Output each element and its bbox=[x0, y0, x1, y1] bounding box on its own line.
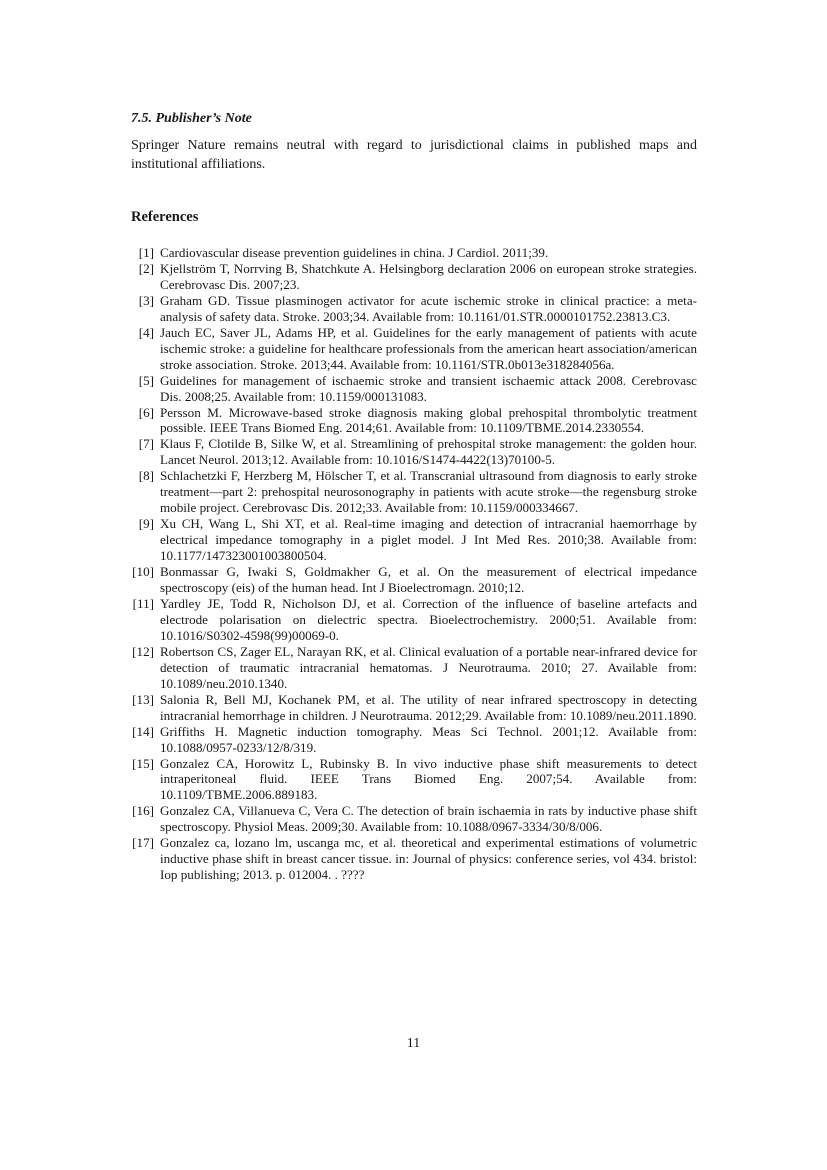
reference-number: [10] bbox=[132, 564, 154, 580]
reference-number: [2] bbox=[138, 260, 154, 276]
reference-number: [16] bbox=[132, 803, 154, 819]
reference-item bbox=[131, 468, 697, 516]
reference-text: Xu CH, Wang L, Shi XT, et al. Real-time imaging and detection of intracranial haemorrhage by electrical impedance tomography in a piglet model. J Int Med Res. 2010;38. Available from: 10.1177/147323001003800504. bbox=[160, 516, 697, 564]
reference-text: Persson M. Microwave-based stroke diagnosis making global prehospital thrombolytic treatment possible. IEEE Trans Biomed Eng. 2014;61. Available from: 10.1109/TBME.2014.2330554. bbox=[160, 404, 697, 436]
reference-text: Gonzalez ca, lozano lm, uscanga mc, et al. theoretical and experimental estimations of volumetric inductive phase shift in breast cancer tissue. in: Journal of physics: conference series, vol 434. bristol: Iop publishing; 2013. p. 012004. . ???? bbox=[160, 835, 697, 883]
reference-number: [3] bbox=[138, 292, 154, 308]
reference-text: Schlachetzki F, Herzberg M, Hölscher T, et al. Transcranial ultrasound from diagnosis to early stroke treatment—part 2: prehospital neurosonography in patients with acute stroke—the regensburg stroke mobile project. Cerebrovasc Dis. 2012;33. Available from: 10.1159/000334667. bbox=[160, 468, 697, 516]
page-number: 11 bbox=[406, 1036, 421, 1051]
reference-item bbox=[131, 692, 697, 724]
reference-item bbox=[131, 245, 697, 261]
reference-text: Bonmassar G, Iwaki S, Goldmakher G, et al. On the measurement of electrical impedance spectroscopy (eis) of the human head. Int J Bioelectromagn. 2010;12. bbox=[160, 564, 697, 596]
reference-item bbox=[131, 756, 697, 804]
reference-item bbox=[131, 564, 697, 596]
reference-item bbox=[131, 803, 697, 835]
reference-item bbox=[131, 436, 697, 468]
reference-number: [17] bbox=[132, 835, 154, 851]
reference-item bbox=[131, 644, 697, 692]
reference-number: [11] bbox=[132, 595, 154, 611]
reference-number: [7] bbox=[138, 436, 154, 452]
reference-text: Griffiths H. Magnetic induction tomography. Meas Sci Technol. 2001;12. Available from: 10.1088/0957-0233/12/8/319. bbox=[160, 723, 697, 755]
reference-text: Robertson CS, Zager EL, Narayan RK, et al. Clinical evaluation of a portable near-infrared device for detection of traumatic intracranial hematomas. J Neurotrauma. 2010; 27. Available from: 10.1089/neu.2010.1340. bbox=[160, 643, 697, 691]
reference-number: [4] bbox=[138, 324, 154, 340]
reference-number: [13] bbox=[132, 691, 154, 707]
publishers-note-text: Springer Nature remains neutral with regard to jurisdictional claims in published maps and institutional affiliations. bbox=[131, 138, 697, 172]
references-heading: References bbox=[131, 209, 199, 225]
reference-item bbox=[131, 596, 697, 644]
reference-text: Graham GD. Tissue plasminogen activator for acute ischemic stroke in clinical practice: a meta-analysis of safety data. Stroke. 2003;34. Available from: 10.1161/01.STR.0000101752.23813.C3. bbox=[160, 292, 697, 324]
reference-item bbox=[131, 261, 697, 293]
reference-text: Guidelines for management of ischaemic stroke and transient ischaemic attack 2008. Cerebrovasc Dis. 2008;25. Available from: 10.1159/000131083. bbox=[160, 372, 697, 404]
reference-text: Salonia R, Bell MJ, Kochanek PM, et al. The utility of near infrared spectroscopy in detecting intracranial hemorrhage in children. J Neurotrauma. 2012;29. Available from: 10.1089/neu.2011.1890. bbox=[160, 691, 697, 723]
reference-number: [9] bbox=[138, 516, 154, 532]
reference-number: [8] bbox=[138, 468, 154, 484]
reference-text: Gonzalez CA, Horowitz L, Rubinsky B. In vivo inductive phase shift measurements to detect intraperitoneal fluid. IEEE Trans Biomed Eng. 2007;54. Available from: 10.1109/TBME.2006.889183. bbox=[160, 755, 697, 803]
reference-number: [14] bbox=[132, 723, 154, 739]
reference-text: Gonzalez CA, Villanueva C, Vera C. The detection of brain ischaemia in rats by inductive phase shift spectroscopy. Physiol Meas. 2009;30. Available from: 10.1088/0967-3334/30/8/006. bbox=[160, 803, 697, 835]
reference-number: [12] bbox=[132, 643, 154, 659]
reference-number: [5] bbox=[138, 372, 154, 388]
reference-number: [15] bbox=[132, 755, 154, 771]
reference-text: Cardiovascular disease prevention guidelines in china. J Cardiol. 2011;39. bbox=[160, 245, 549, 260]
reference-item bbox=[131, 373, 697, 405]
reference-item bbox=[131, 325, 697, 373]
reference-text: Jauch EC, Saver JL, Adams HP, et al. Guidelines for the early management of patients with acute ischemic stroke: a guideline for healthcare professionals from the american heart association/american stroke association. Stroke. 2013;44. Available from: 10.1161/STR.0b013e318284056a. bbox=[160, 324, 697, 372]
publishers-note-heading: 7.5. Publisher’s Note bbox=[131, 111, 252, 126]
reference-item bbox=[131, 835, 697, 883]
reference-text: Klaus F, Clotilde B, Silke W, et al. Streamlining of prehospital stroke management: the golden hour. Lancet Neurol. 2013;12. Available from: 10.1016/S1474-4422(13)70100-5. bbox=[160, 436, 697, 468]
reference-list bbox=[131, 245, 697, 883]
page-body bbox=[131, 108, 697, 883]
reference-number: [1] bbox=[138, 245, 154, 260]
reference-item bbox=[131, 516, 697, 564]
reference-item bbox=[131, 405, 697, 437]
reference-text: Yardley JE, Todd R, Nicholson DJ, et al. Correction of the influence of baseline artefacts and electrode polarisation on dielectric spectra. Bioelectrochemistry. 2000;51. Available from: 10.1016/S0302-4598(99)00069-0. bbox=[160, 595, 697, 643]
reference-text: Kjellström T, Norrving B, Shatchkute A. Helsingborg declaration 2006 on european stroke strategies. Cerebrovasc Dis. 2007;23. bbox=[160, 260, 697, 292]
reference-number: [6] bbox=[138, 404, 154, 420]
reference-item bbox=[131, 724, 697, 756]
reference-item bbox=[131, 293, 697, 325]
